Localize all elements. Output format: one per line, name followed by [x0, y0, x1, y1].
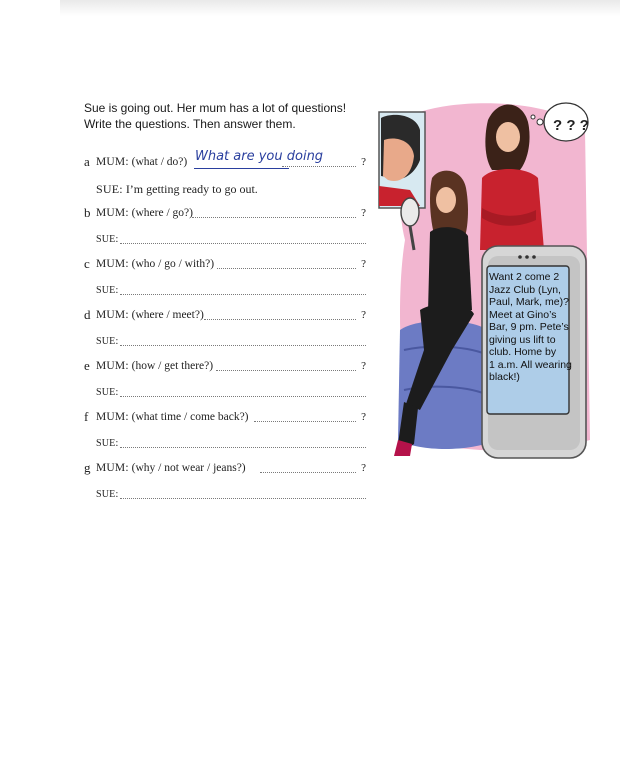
item-letter: e — [84, 358, 90, 373]
answer-blank[interactable] — [120, 498, 366, 499]
item-letter: d — [84, 307, 91, 322]
item-letter: g — [84, 460, 91, 475]
phone-message-line: Bar, 9 pm. Pete’s — [489, 321, 569, 333]
question-prompt: (who / go / with?) — [131, 258, 215, 270]
mum-label: MUM: — [96, 309, 129, 321]
question-blank[interactable] — [282, 166, 356, 167]
phone-message-line: Meet at Gino’s — [489, 308, 557, 321]
item-letter: b — [84, 205, 91, 220]
answer-blank[interactable] — [120, 294, 366, 295]
question-prompt: (why / not wear / jeans?) — [131, 462, 246, 474]
exercise-item-f — [84, 406, 374, 457]
thought-dot — [531, 115, 535, 119]
answer-blank[interactable] — [120, 243, 366, 244]
sue-label: SUE: — [96, 438, 119, 449]
sue-label: SUE: — [96, 336, 119, 347]
answer-blank[interactable] — [120, 396, 366, 397]
sue-face — [436, 187, 456, 213]
scan-shadow — [60, 0, 620, 16]
mum-question — [96, 155, 187, 169]
sue-label: SUE: — [96, 489, 119, 500]
question-prompt: (where / go?) — [131, 207, 193, 219]
question-blank[interactable] — [204, 319, 356, 320]
question-mark: ? — [361, 258, 366, 270]
exercise-item-d — [84, 304, 374, 355]
question-prompt: (where / meet?) — [131, 309, 204, 321]
answer-blank[interactable] — [120, 345, 366, 346]
sue-answer — [96, 182, 258, 196]
phone-message-line: Jazz Club (Lyn, — [489, 283, 561, 296]
exercise-item-a — [84, 151, 374, 202]
item-letter: f — [84, 409, 89, 424]
exercise-item-b — [84, 202, 374, 253]
handwritten-answer: What are you doing — [195, 149, 324, 164]
question-mark: ? — [361, 462, 366, 474]
exercise-item-e — [84, 355, 374, 406]
question-blank[interactable] — [217, 268, 356, 269]
thought-dot — [537, 119, 543, 125]
mum-label: MUM: — [96, 360, 129, 372]
answer-blank[interactable] — [120, 447, 366, 448]
question-mark: ? — [361, 156, 366, 168]
item-letter: a — [84, 154, 90, 169]
question-mark: ? — [361, 309, 366, 321]
phone-message-line: giving us lift to — [489, 333, 556, 346]
thought-question-marks: ? ? ? — [553, 117, 589, 134]
phone-message-line: 1 a.m. All wearing — [489, 358, 572, 371]
item-letter: c — [84, 256, 90, 271]
mum-label: MUM: — [96, 462, 129, 474]
instruction-line-1: Sue is going out. Her mum has a lot of questions! — [84, 101, 347, 115]
phone-message-line: Want 2 come 2 — [489, 271, 560, 283]
question-prompt: (what time / come back?) — [131, 411, 249, 423]
sue-top — [428, 227, 472, 312]
handwriting-underline — [194, 168, 289, 169]
question-blank[interactable] — [260, 472, 356, 473]
mum-label: MUM: — [96, 207, 129, 219]
sue-answer-text: I’m getting ready to go out. — [125, 182, 258, 196]
mum-question — [96, 308, 204, 322]
exercise-list — [84, 151, 374, 508]
mum-label: MUM: — [96, 411, 129, 423]
question-blank[interactable] — [192, 217, 356, 218]
sue-label: SUE: — [96, 182, 123, 196]
question-mark: ? — [361, 207, 366, 219]
question-mark: ? — [361, 360, 366, 372]
question-blank[interactable] — [254, 421, 356, 422]
question-prompt: (how / get there?) — [131, 360, 214, 372]
sue-label: SUE: — [96, 234, 119, 245]
phone-speaker-dot — [532, 255, 536, 259]
instruction-line-2: Write the questions. Then answer them. — [84, 117, 296, 131]
phone-message — [489, 271, 572, 384]
mum-face — [496, 122, 520, 152]
mum-question — [96, 257, 214, 271]
exercise-item-g — [84, 457, 374, 508]
exercise-item-c — [84, 253, 374, 304]
mum-question — [96, 461, 246, 475]
hand-mirror — [401, 198, 419, 226]
mum-question — [96, 410, 249, 424]
question-blank[interactable] — [216, 370, 356, 371]
question-prompt: (what / do?) — [131, 156, 188, 168]
sue-label: SUE: — [96, 387, 119, 398]
phone-message-line: Paul, Mark, me)? — [489, 296, 569, 308]
mum-sweater — [480, 169, 544, 250]
mum-label: MUM: — [96, 258, 129, 270]
mum-question — [96, 206, 193, 220]
mum-question — [96, 359, 213, 373]
sue-label: SUE: — [96, 285, 119, 296]
phone-message-line: black!) — [489, 371, 520, 383]
phone-speaker-dot — [525, 255, 529, 259]
instructions — [84, 100, 364, 132]
phone-message-line: club. Home by — [489, 346, 557, 358]
question-mark: ? — [361, 411, 366, 423]
phone-speaker-dot — [518, 255, 522, 259]
mum-label: MUM: — [96, 156, 129, 168]
